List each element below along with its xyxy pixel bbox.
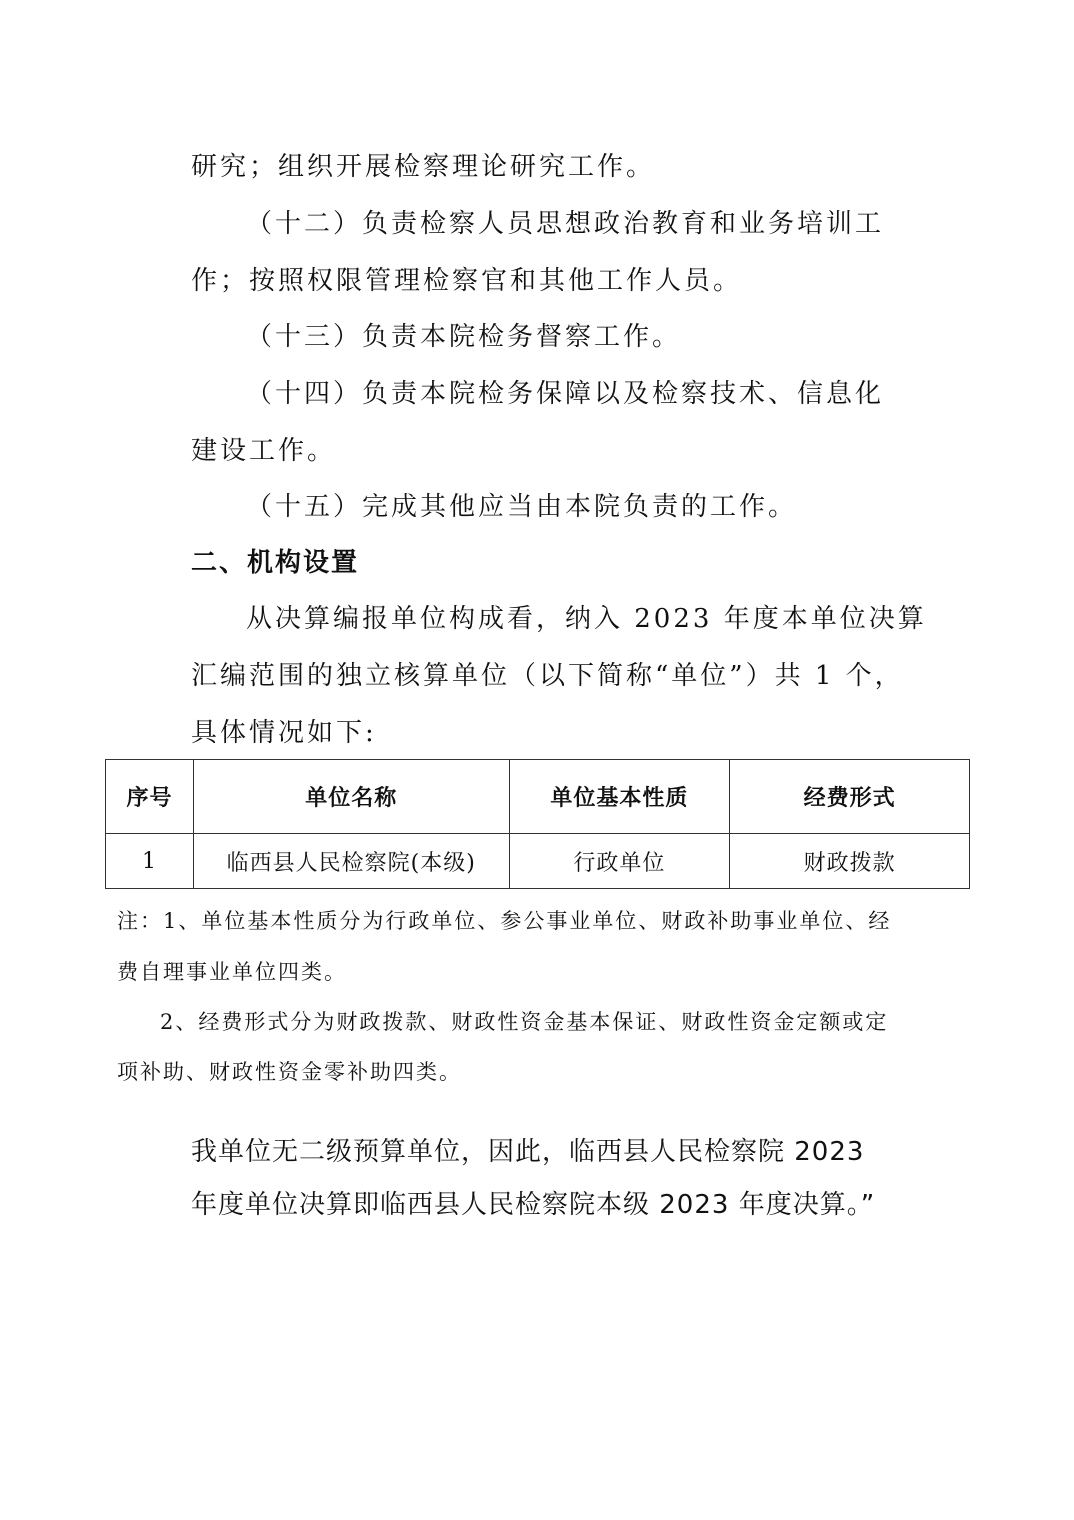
- cell-unit-name: 临西县人民检察院(本级): [193, 834, 509, 889]
- unit-table: [105, 759, 970, 889]
- body-line-5: （十四）负责本院检务保障以及检察技术、信息化: [246, 379, 885, 409]
- note-line-2: 费自理事业单位四类。: [117, 960, 347, 984]
- note-line-1: 注：1、单位基本性质分为行政单位、参公事业单位、财政补助事业单位、经: [117, 909, 892, 933]
- body-line-3: 作；按照权限管理检察官和其他工作人员。: [191, 266, 743, 296]
- column-header-unit-nature: 单位基本性质: [509, 760, 730, 834]
- note-line-4: 项补助、财政性资金零补助四类。: [117, 1060, 462, 1084]
- table-row: [106, 834, 970, 889]
- conclusion-line-2: 年度单位决算即临西县人民检察院本级 2023 年度决算。”: [191, 1190, 876, 1220]
- conclusion-line-1: 我单位无二级预算单位，因此，临西县人民检察院 2023: [191, 1137, 865, 1167]
- body-line-6: 建设工作。: [191, 436, 337, 466]
- table-header-row: [106, 760, 970, 834]
- note-line-3: 2、经费形式分为财政拨款、财政性资金基本保证、财政性资金定额或定: [160, 1010, 889, 1034]
- intro-line-2: 汇编范围的独立核算单位（以下简称“单位”）共 1 个，: [191, 661, 904, 691]
- body-line-4: （十三）负责本院检务督察工作。: [246, 322, 682, 352]
- body-line-2: （十二）负责检察人员思想政治教育和业务培训工: [246, 209, 885, 239]
- cell-index: 1: [106, 834, 194, 889]
- column-header-index: 序号: [106, 760, 194, 834]
- intro-line-1: 从决算编报单位构成看，纳入 2023 年度本单位决算: [246, 604, 927, 634]
- body-line-7: （十五）完成其他应当由本院负责的工作。: [246, 492, 798, 522]
- cell-funding-type: 财政拨款: [730, 834, 970, 889]
- intro-line-3: 具体情况如下:: [191, 718, 377, 748]
- section-heading: 二、机构设置: [191, 548, 360, 578]
- column-header-unit-name: 单位名称: [193, 760, 509, 834]
- column-header-funding-type: 经费形式: [730, 760, 970, 834]
- body-line-1: 研究；组织开展检察理论研究工作。: [191, 152, 656, 182]
- cell-unit-nature: 行政单位: [509, 834, 730, 889]
